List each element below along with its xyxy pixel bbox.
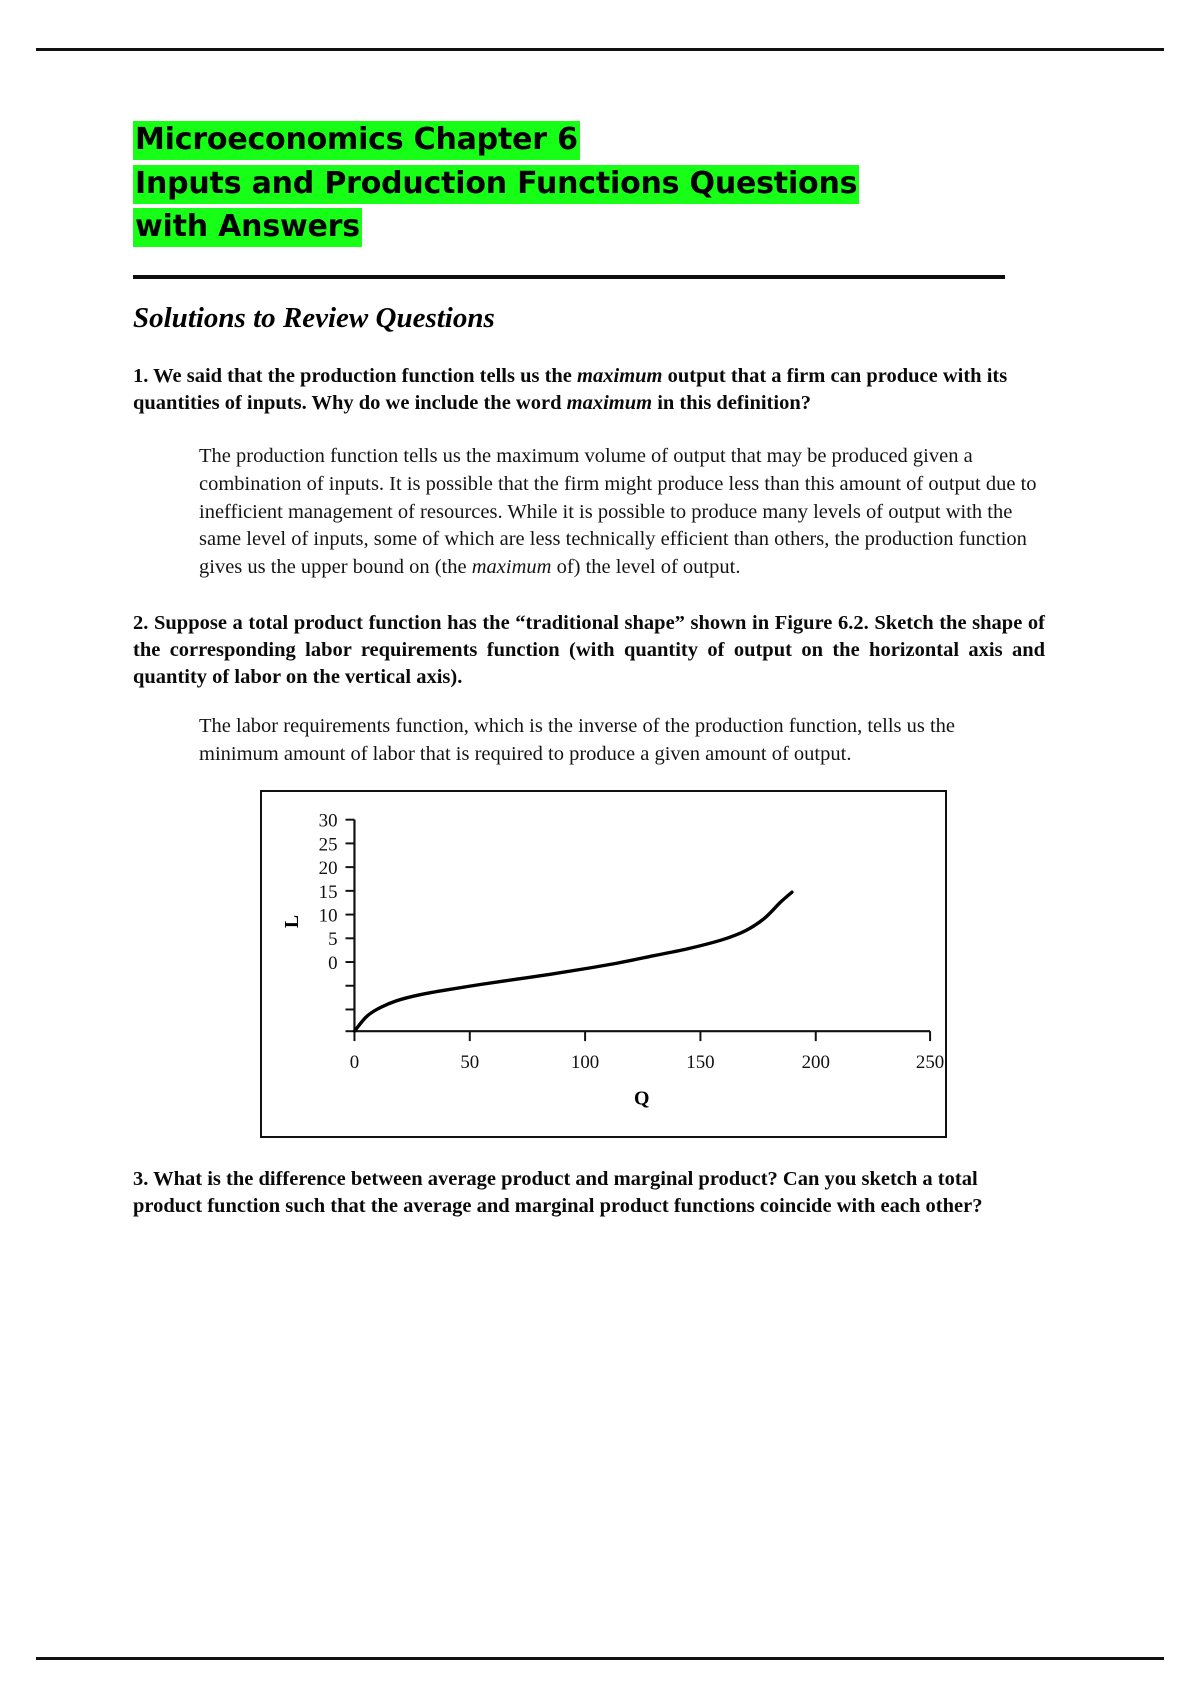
question-1-text-b: output that a firm can produce with its quantities of inputs. Why do we include the word: [133, 365, 1008, 415]
question-1-text-a: 1. We said that the production function tells us the: [133, 365, 578, 388]
question-1-emphasis-2: maximum: [566, 392, 653, 415]
y-tick-5: 5: [328, 929, 338, 951]
title-divider: [133, 275, 1005, 279]
x-tick-50: 50: [460, 1052, 480, 1074]
document-content: [133, 118, 1045, 1220]
title-line-2: Inputs and Production Functions Questions: [133, 162, 1045, 206]
question-3-prompt: 3. What is the difference between average product and marginal product? Can you sketch a total product function such that the average and marginal product functions coincide with each other?: [133, 1168, 983, 1218]
y-axis-ticks: [346, 820, 355, 1032]
page-title: [133, 118, 1045, 249]
y-tick-0: 0: [328, 953, 338, 975]
y-tick-20: 20: [318, 858, 338, 880]
title-line-1: Microeconomics Chapter 6: [133, 118, 1045, 162]
y-axis-title: L: [280, 915, 303, 929]
x-tick-200: 200: [801, 1052, 830, 1074]
x-axis-tick-labels: [350, 1052, 945, 1073]
y-tick-25: 25: [318, 834, 338, 856]
x-axis-title: Q: [634, 1087, 650, 1110]
y-axis-tick-labels: [319, 811, 338, 974]
answer-1-text-b: of) the level of output.: [551, 556, 741, 579]
x-tick-150: 150: [686, 1052, 715, 1074]
answer-1-emphasis-1: maximum: [471, 556, 552, 579]
question-2-answer: The labor requirements function, which is the inverse of the production function, tells us the minimum amount of labor that is required to produce a given amount of output.: [199, 714, 956, 765]
answer-1-text-a: The production function tells us the maximum volume of output that may be produced given a combination of inputs. It is possible that the firm might produce less than this amount of output due to inefficient management of resources. While it is possible to produce many levels of output with the same level of inputs, some of which are less technically efficient than others, the production function gives us the upper bound on (the: [199, 445, 1037, 579]
page-top-rule: [36, 48, 1164, 51]
x-tick-250: 250: [915, 1052, 945, 1074]
x-axis-ticks: [354, 1031, 930, 1041]
question-1-prompt: [133, 363, 1045, 417]
chart-svg: [262, 792, 945, 1136]
question-1-text-c: in this definition?: [652, 392, 811, 415]
question-1-emphasis-1: maximum: [577, 365, 663, 388]
y-tick-10: 10: [318, 905, 338, 927]
title-line-3: with Answers: [133, 205, 1045, 249]
x-tick-100: 100: [570, 1052, 600, 1074]
labor-requirements-curve: [354, 892, 791, 1031]
question-1-answer: [199, 443, 1045, 581]
page-bottom-rule: [36, 1657, 1164, 1660]
question-2-prompt: 2. Suppose a total product function has the “traditional shape” shown in Figure 6.2. Sketch the shape of the corresponding labor requirements function (with quantity of output on the horizontal axis and quantity of labor on the vertical axis).: [133, 611, 1045, 688]
y-tick-15: 15: [318, 882, 338, 903]
x-tick-0: 0: [349, 1052, 360, 1074]
labor-requirements-chart: [260, 790, 947, 1138]
y-tick-30: 30: [318, 810, 338, 832]
section-heading: Solutions to Review Questions: [133, 301, 495, 334]
